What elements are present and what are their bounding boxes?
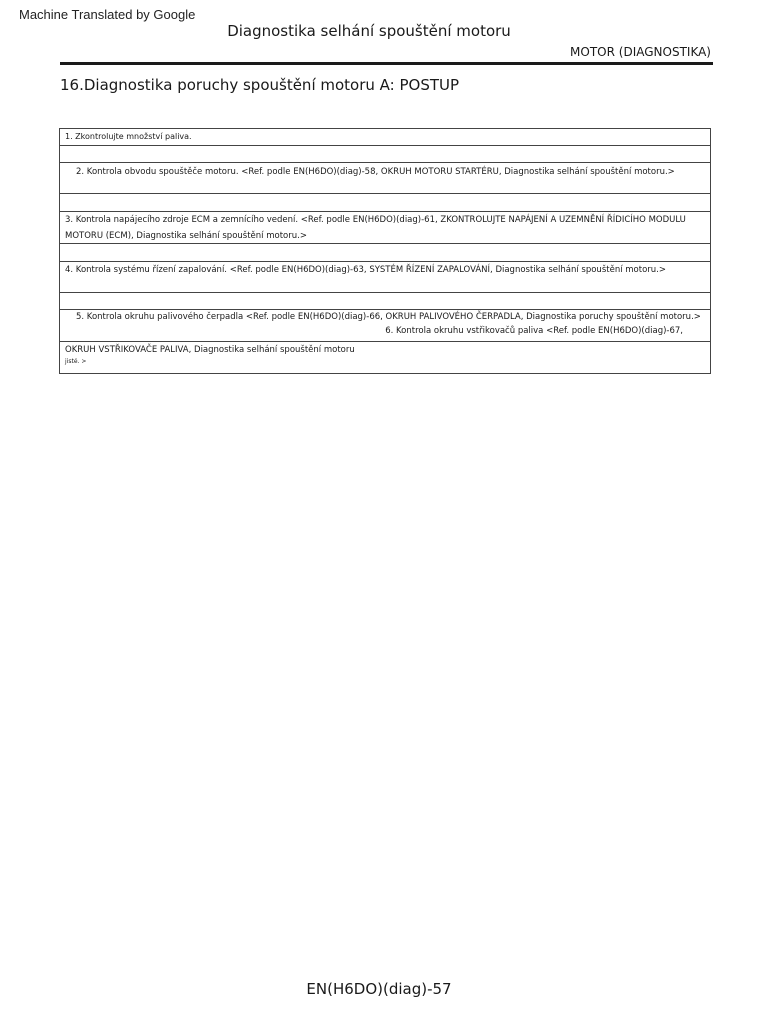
- procedure-heading: 16.Diagnostika poruchy spouštění motoru A: POSTUP: [60, 76, 460, 94]
- empty-row: [60, 146, 710, 163]
- step-1-row: 1. Zkontrolujte množství paliva.: [60, 129, 710, 146]
- section-label: MOTOR (DIAGNOSTIKA): [570, 45, 711, 59]
- page-number: EN(H6DO)(diag)-57: [306, 980, 452, 998]
- step-6-text-end: jisté. >: [65, 358, 87, 365]
- step-6-text-continued: OKRUH VSTŘIKOVAČE PALIVA, Diagnostika selhání spouštění motoru: [65, 345, 355, 355]
- step-6-text-start: 6. Kontrola okruhu vstřikovačů paliva <Ref. podle EN(H6DO)(diag)-67,: [385, 326, 683, 336]
- step-6-continuation-row: [60, 342, 710, 373]
- empty-row: [60, 293, 710, 310]
- document-title: Diagnostika selhání spouštění motoru: [227, 22, 511, 40]
- header-rule: [60, 62, 713, 65]
- step-5-text: 5. Kontrola okruhu palivového čerpadla <Ref. podle EN(H6DO)(diag)-66, OKRUH PALIVOVÉHO ČERPADLA, Diagnostika poruchy spouštění motoru.>: [76, 312, 701, 322]
- step-3-row: 3. Kontrola napájecího zdroje ECM a zemnícího vedení. <Ref. podle EN(H6DO)(diag)-61, ZKONTROLUJTE NAPÁJENÍ A UZEMNĚNÍ ŘÍDICÍHO MODULU MOTORU (ECM), Diagnostika selhání spouštění motoru.>: [60, 212, 710, 244]
- step-4-row: 4. Kontrola systému řízení zapalování. <Ref. podle EN(H6DO)(diag)-63, SYSTÉM ŘÍZENÍ ZAPALOVÁNÍ, Diagnostika selhání spouštění motoru.>: [60, 262, 710, 293]
- step-2-row: 2. Kontrola obvodu spouštěče motoru. <Ref. podle EN(H6DO)(diag)-58, OKRUH MOTORU STARTÉRU, Diagnostika selhání spouštění motoru.>: [60, 163, 710, 194]
- procedure-table: [59, 128, 711, 374]
- empty-row: [60, 244, 710, 262]
- empty-row: [60, 194, 710, 212]
- machine-translated-label: Machine Translated by Google: [19, 7, 196, 22]
- step-5-6-row: [60, 310, 710, 342]
